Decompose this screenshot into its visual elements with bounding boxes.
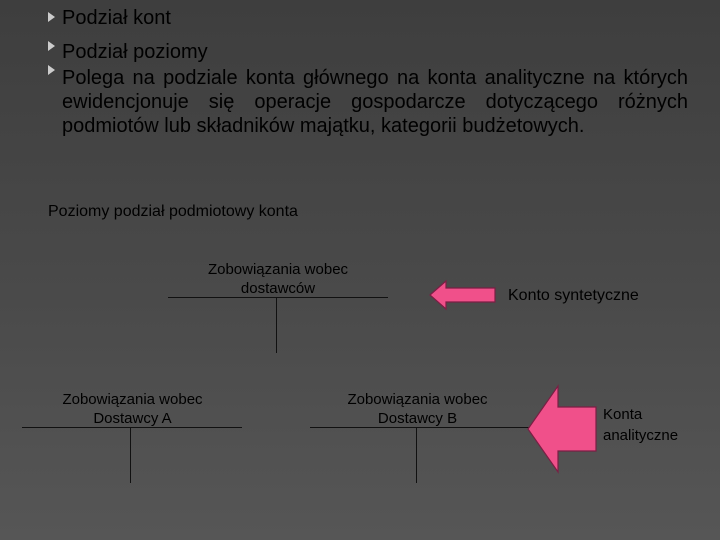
description-paragraph: Polega na podziale konta głównego na konta analityczne na których ewidencjonuje się operacje gospodarcze dotyczącego różnych podmiotów lub składników majątku, kategorii budżetowych.	[62, 67, 688, 137]
analytic-account-b-name	[300, 390, 535, 428]
synthetic-t-account-stem	[276, 298, 277, 353]
arrow-left-large-icon	[526, 384, 598, 474]
analytic-b-t-account-stem	[416, 428, 417, 483]
analytic-account-a-line2: Dostawcy A	[93, 410, 172, 427]
label-analytic-line1: Konta	[603, 406, 643, 423]
slide-subtitle: Podział poziomy	[62, 41, 208, 63]
arrow-left-icon	[428, 279, 498, 311]
analytic-account-a-name	[15, 390, 250, 428]
synthetic-account-line1: Zobowiązania wobec	[207, 261, 349, 278]
synthetic-t-account-top	[168, 297, 388, 298]
bullet-icon	[48, 41, 55, 51]
bullet-icon	[48, 12, 55, 22]
analytic-a-t-account-top	[22, 427, 242, 428]
analytic-account-b-line1: Zobowiązania wobec	[347, 391, 488, 408]
analytic-account-a-line1: Zobowiązania wobec	[62, 391, 203, 408]
slide-title: Podział kont	[62, 7, 171, 29]
label-analytic-accounts	[603, 404, 678, 446]
analytic-a-t-account-stem	[130, 428, 131, 483]
synthetic-account-name	[158, 260, 398, 298]
label-synthetic-account: Konto syntetyczne	[508, 287, 639, 304]
synthetic-account-line2: dostawców	[240, 280, 316, 297]
analytic-account-b-line2: Dostawcy B	[377, 410, 458, 427]
arrow-left-large-shape	[528, 386, 596, 472]
diagram-title: Poziomy podział podmiotowy konta	[48, 203, 298, 220]
analytic-b-t-account-top	[310, 427, 538, 428]
arrow-left-shape	[430, 281, 495, 309]
bullet-icon	[48, 65, 55, 75]
label-analytic-line2: analityczne	[603, 427, 679, 444]
